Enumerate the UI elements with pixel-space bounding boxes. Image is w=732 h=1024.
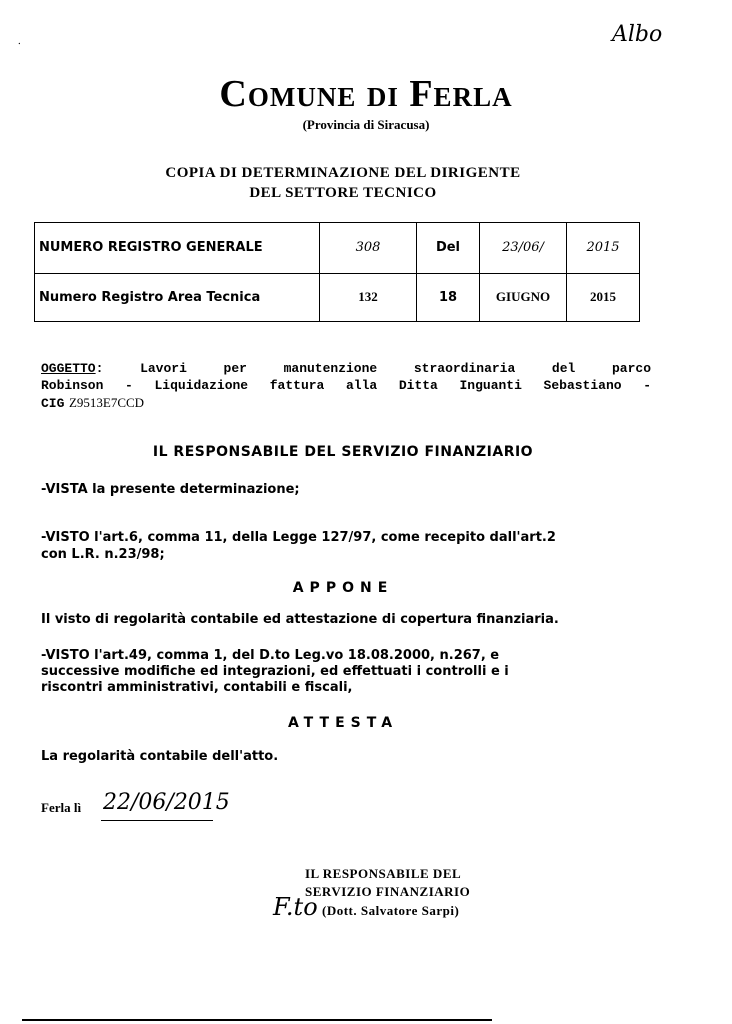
technical-register-day: 18 bbox=[417, 273, 480, 321]
table-row bbox=[35, 223, 640, 274]
visto-regolarita-paragraph: Il visto di regolarità contabile ed attestazione di copertura finanziaria. bbox=[41, 612, 559, 627]
place-label: Ferla lì bbox=[41, 800, 82, 815]
signatory-title-line2: SERVIZIO FINANZIARIO bbox=[305, 884, 471, 899]
document-heading-line2: DEL SETTORE TECNICO bbox=[249, 185, 437, 201]
appone-heading: APPONE bbox=[292, 580, 394, 596]
table-row bbox=[35, 273, 640, 321]
handwritten-signature: F.to bbox=[273, 893, 318, 921]
technical-register-label: Numero Registro Area Tecnica bbox=[35, 273, 320, 321]
subject-label: OGGETTO bbox=[41, 361, 96, 376]
general-register-date: 23/06/ bbox=[480, 223, 567, 274]
cig-label: CIG bbox=[41, 396, 65, 411]
subject-line-1: OGGETTO: Lavori per manutenzione straordinaria del parco bbox=[41, 361, 651, 376]
subject-text-1: Lavori per manutenzione straordinaria del parco bbox=[140, 361, 651, 376]
del-label: Del bbox=[417, 223, 480, 274]
handwritten-date: 22/06/2015 bbox=[101, 790, 213, 821]
scan-mark: ⸱ bbox=[18, 39, 21, 50]
visto-art49-line-1: -VISTO l'art.49, comma 1, del D.to Leg.vo 18.08.2000, n.267, e bbox=[41, 648, 500, 663]
document-heading-line1: COPIA DI DETERMINAZIONE DEL DIRIGENTE bbox=[165, 165, 521, 181]
visto-law-line-1: -VISTO l'art.6, comma 11, della Legge 127/97, come recepito dall'art.2 bbox=[41, 530, 556, 545]
page-subtitle: (Provincia di Siracusa) bbox=[302, 117, 430, 132]
general-register-year: 2015 bbox=[567, 223, 640, 274]
bottom-divider bbox=[22, 1019, 492, 1021]
technical-register-year: 2015 bbox=[567, 273, 640, 321]
corner-handwritten-note: Albo bbox=[612, 22, 663, 47]
subject-line-3 bbox=[41, 395, 651, 411]
visto-art49-line-3: riscontri amministrativi, contabili e fiscali, bbox=[41, 680, 353, 695]
general-register-label: NUMERO REGISTRO GENERALE bbox=[35, 223, 320, 274]
visto-art49-line-2: successive modifiche ed integrazioni, ed effettuati i controlli e i bbox=[41, 664, 509, 679]
attesta-heading: ATTESTA bbox=[287, 715, 399, 731]
general-register-number: 308 bbox=[320, 223, 417, 274]
technical-register-month: GIUGNO bbox=[480, 273, 567, 321]
signatory-title-line1: IL RESPONSABILE DEL bbox=[305, 866, 462, 881]
visto-law-line-2: con L.R. n.23/98; bbox=[41, 547, 165, 562]
technical-register-number: 132 bbox=[320, 273, 417, 321]
subject-line-2: Robinson - Liquidazione fattura alla Ditta Inguanti Sebastiano - bbox=[41, 378, 651, 393]
register-table bbox=[34, 222, 640, 322]
vista-paragraph: -VISTA la presente determinazione; bbox=[41, 482, 300, 497]
responsible-heading: IL RESPONSABILE DEL SERVIZIO FINANZIARIO bbox=[152, 444, 534, 460]
regolarita-atto-paragraph: La regolarità contabile dell'atto. bbox=[41, 749, 279, 764]
cig-code: Z9513E7CCD bbox=[68, 395, 145, 410]
page-title: Comune di Ferla bbox=[219, 73, 513, 115]
signatory-name: (Dott. Salvatore Sarpi) bbox=[322, 903, 460, 918]
